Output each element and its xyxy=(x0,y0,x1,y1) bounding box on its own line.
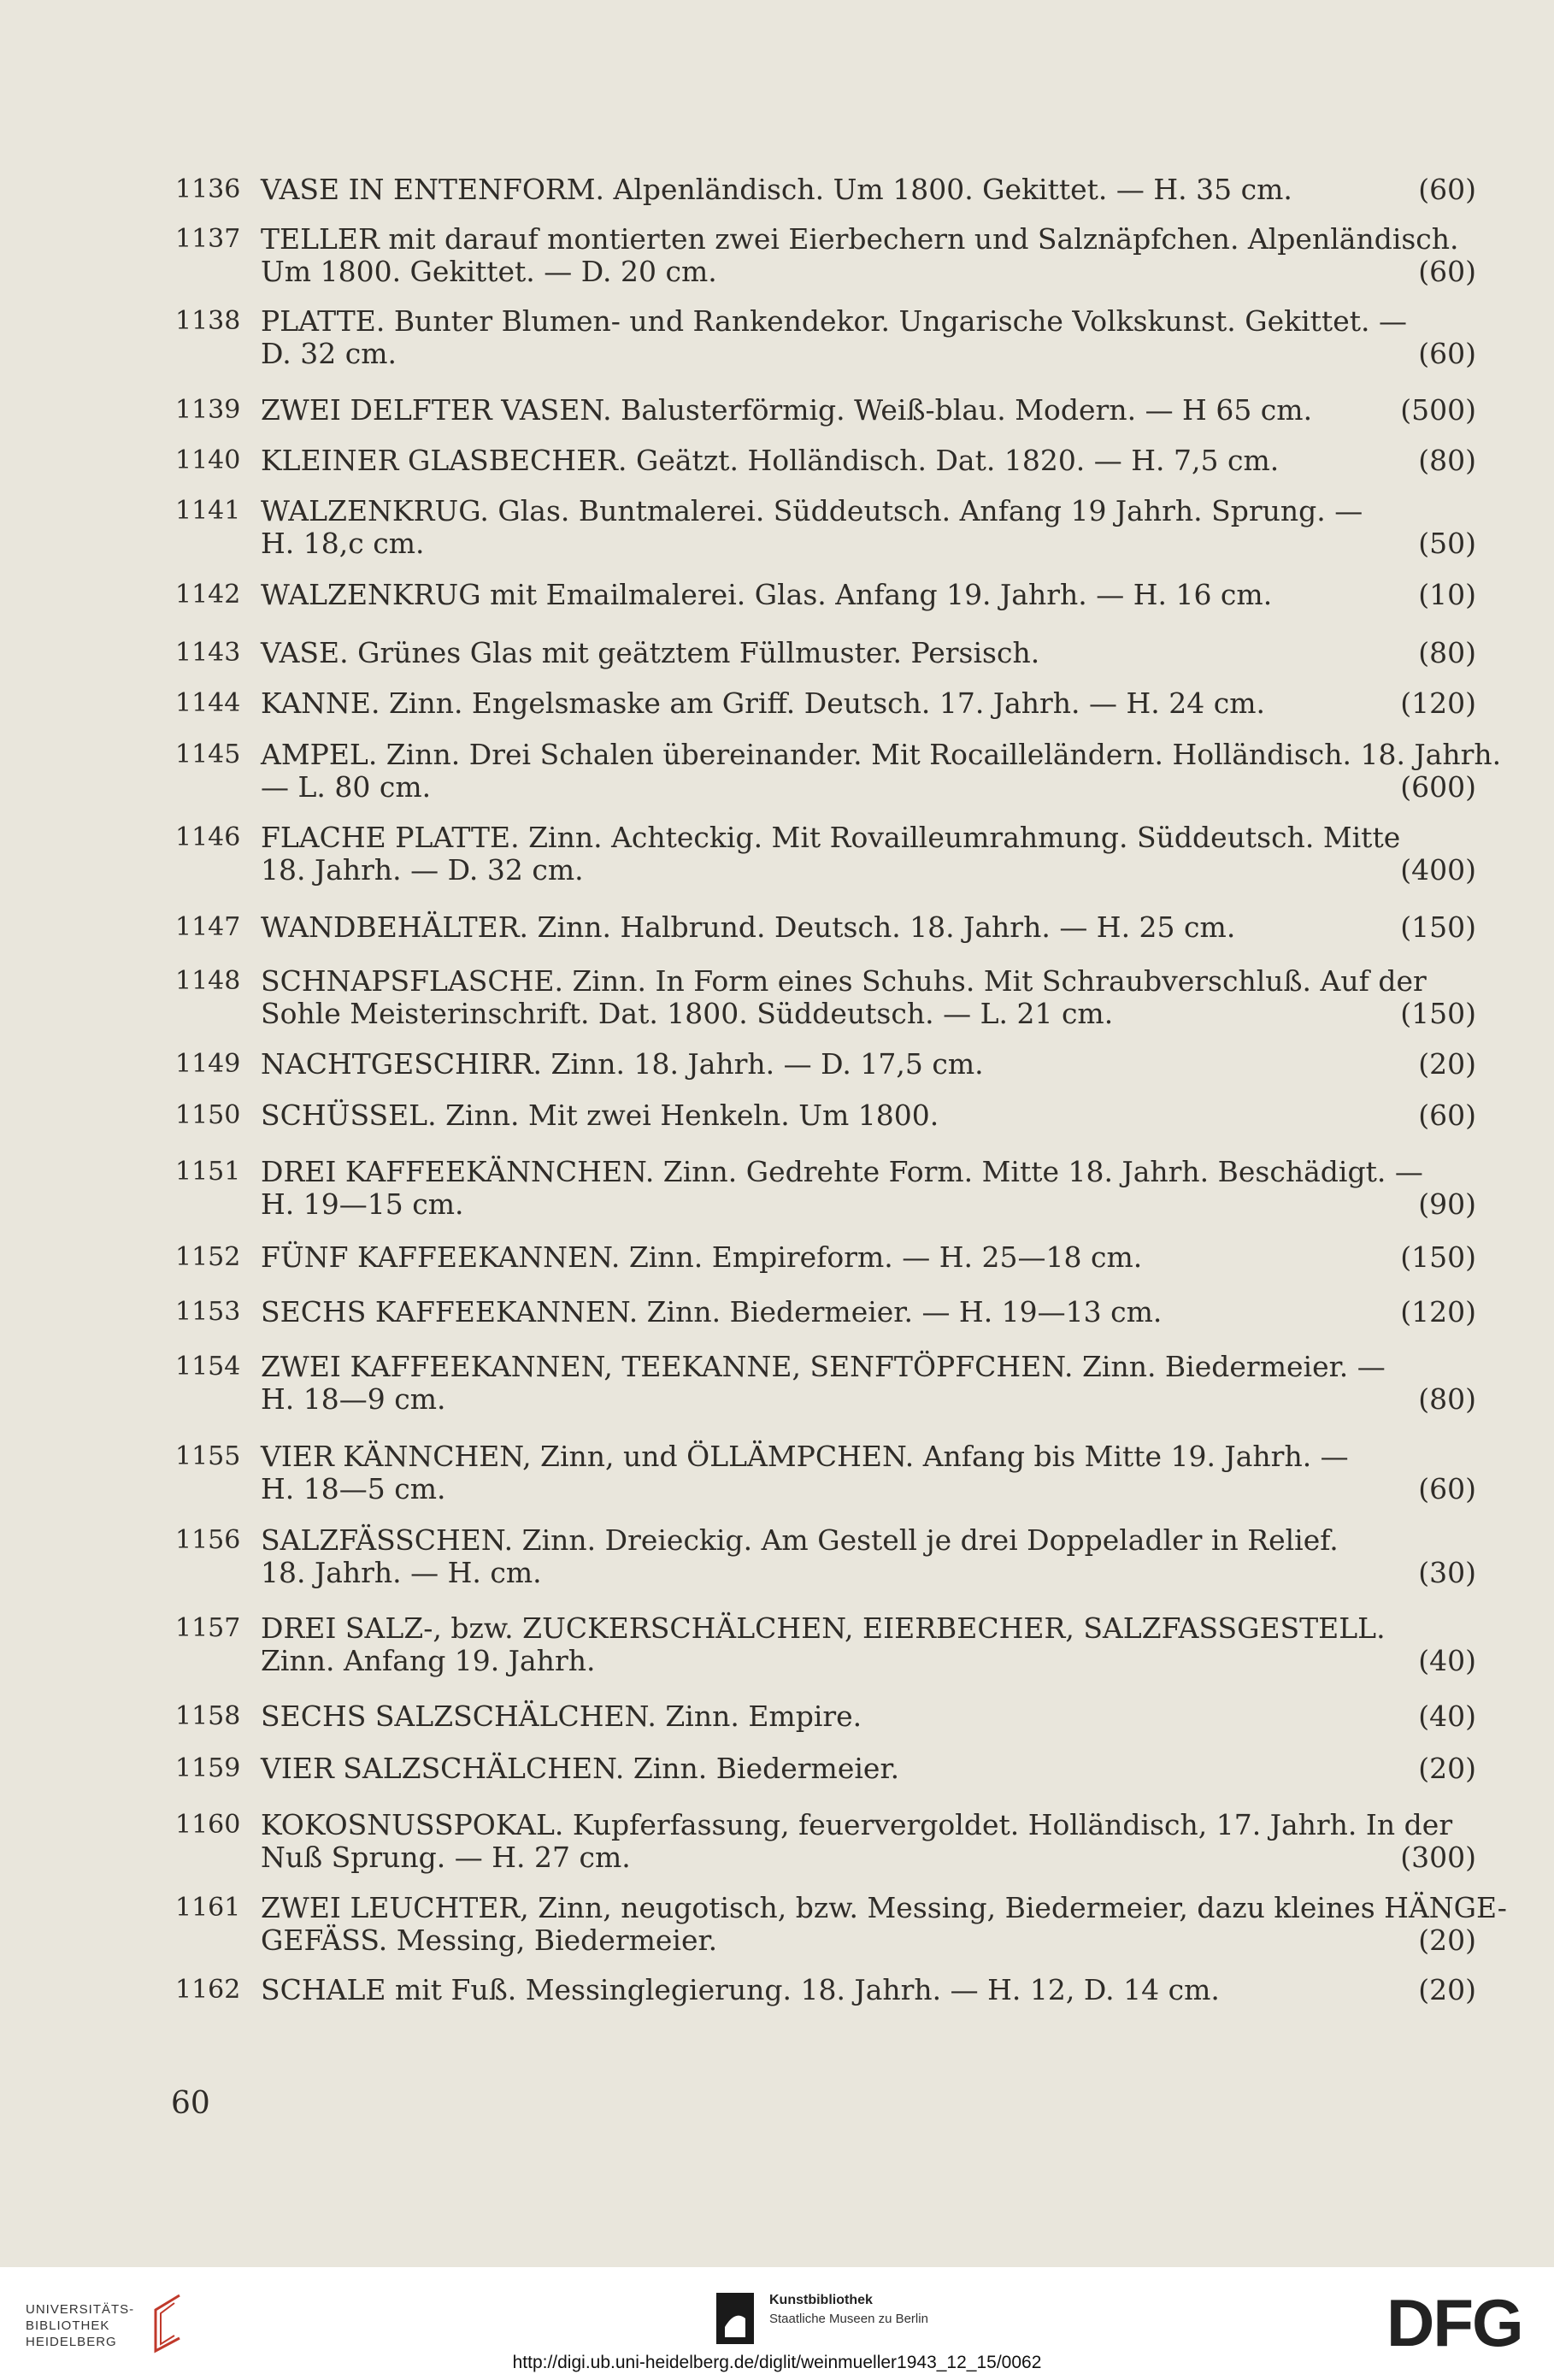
entry-line: GEFÄSS. Messing, Biedermeier. xyxy=(261,1923,718,1957)
entry-line: ZWEI DELFTER VASEN. Balusterförmig. Weiß-blau. Modern. — H 65 cm. xyxy=(261,393,1313,427)
entry-line: VIER KÄNNCHEN, Zinn, und ÖLLÄMPCHEN. Anfang bis Mitte 19. Jahrh. — xyxy=(261,1440,1349,1473)
entry-line: KOKOSNUSSPOKAL. Kupferfassung, feuervergoldet. Holländisch, 17. Jahrh. In der xyxy=(261,1808,1453,1841)
lot-number: 1146 xyxy=(175,822,241,852)
lot-number: 1145 xyxy=(175,739,241,769)
kunstbibliothek-title: Kunstbibliothek xyxy=(769,2293,873,2307)
estimate-price: (20) xyxy=(1418,1047,1476,1081)
entry-line: NACHTGESCHIRR. Zinn. 18. Jahrh. — D. 17,5 cm. xyxy=(261,1047,984,1081)
estimate-price: (150) xyxy=(1400,997,1476,1030)
lot-number: 1144 xyxy=(175,688,241,718)
estimate-price: (120) xyxy=(1400,1295,1476,1328)
entry-line: KLEINER GLASBECHER. Geätzt. Holländisch. Dat. 1820. — H. 7,5 cm. xyxy=(261,444,1280,477)
estimate-price: (60) xyxy=(1418,173,1476,206)
entry-text xyxy=(261,1700,1466,1733)
entry-line: H. 19—15 cm. xyxy=(261,1187,464,1221)
lot-number: 1154 xyxy=(175,1352,241,1381)
lot-number: 1142 xyxy=(175,580,241,610)
entry-line: ZWEI LEUCHTER, Zinn, neugotisch, bzw. Messing, Biedermeier, dazu kleines HÄNGE- xyxy=(261,1891,1507,1924)
university-line: BIBLIOTHEK xyxy=(26,2318,110,2333)
lot-number: 1141 xyxy=(175,496,241,526)
entry-line: Um 1800. Gekittet. — D. 20 cm. xyxy=(261,255,717,288)
lot-number: 1149 xyxy=(175,1049,241,1079)
lot-number: 1147 xyxy=(175,912,241,942)
entry-line: D. 32 cm. xyxy=(261,337,397,370)
entry-text xyxy=(261,445,1466,477)
estimate-price: (20) xyxy=(1418,1973,1476,2006)
entry-text xyxy=(261,495,1466,560)
entry-line: VIER SALZSCHÄLCHEN. Zinn. Biedermeier. xyxy=(261,1752,900,1785)
kunstbibliothek-logo-icon xyxy=(716,2293,754,2344)
university-logo-icon xyxy=(145,2291,188,2359)
entry-line: SCHÜSSEL. Zinn. Mit zwei Henkeln. Um 1800. xyxy=(261,1099,939,1132)
entry-line: WALZENKRUG mit Emailmalerei. Glas. Anfang 19. Jahrh. — H. 16 cm. xyxy=(261,578,1273,611)
footer-bar xyxy=(0,2267,1554,2380)
estimate-price: (150) xyxy=(1400,910,1476,944)
estimate-price: (80) xyxy=(1418,1382,1476,1416)
entry-text xyxy=(261,1156,1466,1221)
entry-text xyxy=(261,1048,1466,1081)
entry-text xyxy=(261,1241,1466,1274)
entry-line: WALZENKRUG. Glas. Buntmalerei. Süddeutsch. Anfang 19 Jahrh. Sprung. — xyxy=(261,494,1363,527)
entry-line: DREI KAFFEEKÄNNCHEN. Zinn. Gedrehte Form. Mitte 18. Jahrh. Beschädigt. — xyxy=(261,1155,1423,1188)
entry-line: FLACHE PLATTE. Zinn. Achteckig. Mit Rovailleumrahmung. Süddeutsch. Mitte xyxy=(261,821,1401,854)
estimate-price: (60) xyxy=(1418,255,1476,288)
entry-line: 18. Jahrh. — H. cm. xyxy=(261,1556,542,1589)
university-line: UNIVERSITÄTS- xyxy=(26,2302,135,2317)
entry-text xyxy=(261,394,1466,427)
entry-text xyxy=(261,1891,1507,1957)
entry-line: H. 18,c cm. xyxy=(261,527,425,560)
estimate-price: (80) xyxy=(1418,636,1476,669)
entry-text xyxy=(261,1809,1466,1874)
lot-number: 1155 xyxy=(175,1441,241,1471)
lot-number: 1137 xyxy=(175,224,241,254)
entry-line: SECHS KAFFEEKANNEN. Zinn. Biedermeier. — H. 19—13 cm. xyxy=(261,1295,1163,1328)
entry-line: VASE IN ENTENFORM. Alpenländisch. Um 1800. Gekittet. — H. 35 cm. xyxy=(261,173,1292,206)
entry-line: 18. Jahrh. — D. 32 cm. xyxy=(261,853,584,887)
lot-number: 1160 xyxy=(175,1810,241,1840)
page-number: 60 xyxy=(171,2086,210,2121)
entry-text xyxy=(261,223,1466,288)
entry-text xyxy=(261,637,1466,669)
entry-text xyxy=(261,822,1466,887)
kunstbibliothek-subtitle: Staatliche Museen zu Berlin xyxy=(769,2312,928,2326)
lot-number: 1148 xyxy=(175,966,241,996)
estimate-price: (50) xyxy=(1418,527,1476,560)
entry-line: WANDBEHÄLTER. Zinn. Halbrund. Deutsch. 18. Jahrh. — H. 25 cm. xyxy=(261,910,1236,944)
entry-text xyxy=(261,1753,1466,1785)
entry-line: H. 18—9 cm. xyxy=(261,1382,446,1416)
estimate-price: (40) xyxy=(1418,1700,1476,1733)
estimate-price: (600) xyxy=(1400,770,1476,804)
entry-line: Nuß Sprung. — H. 27 cm. xyxy=(261,1841,631,1874)
lot-number: 1152 xyxy=(175,1242,241,1272)
entry-text xyxy=(261,1099,1466,1132)
entry-text xyxy=(261,1351,1466,1416)
estimate-price: (20) xyxy=(1418,1923,1476,1957)
estimate-price: (20) xyxy=(1418,1752,1476,1785)
university-library-label xyxy=(26,2301,134,2350)
estimate-price: (400) xyxy=(1400,853,1476,887)
dfg-logo: DFG xyxy=(1386,2285,1522,2360)
estimate-price: (300) xyxy=(1400,1841,1476,1874)
estimate-price: (500) xyxy=(1400,393,1476,427)
estimate-price: (30) xyxy=(1418,1556,1476,1589)
estimate-price: (120) xyxy=(1400,686,1476,720)
entry-line: TELLER mit darauf montierten zwei Eierbechern und Salznäpfchen. Alpenländisch. xyxy=(261,222,1459,256)
entry-line: SCHALE mit Fuß. Messinglegierung. 18. Jahrh. — H. 12, D. 14 cm. xyxy=(261,1973,1220,2006)
entry-text xyxy=(261,579,1466,611)
estimate-price: (60) xyxy=(1418,1099,1476,1132)
lot-number: 1162 xyxy=(175,1975,241,2005)
lot-number: 1136 xyxy=(175,174,241,204)
lot-number: 1159 xyxy=(175,1753,241,1783)
estimate-price: (60) xyxy=(1418,1472,1476,1505)
lot-number: 1143 xyxy=(175,638,241,668)
lot-number: 1150 xyxy=(175,1100,241,1130)
university-line: HEIDELBERG xyxy=(26,2335,117,2349)
entry-text xyxy=(261,687,1466,720)
entry-line: KANNE. Zinn. Engelsmaske am Griff. Deutsch. 17. Jahrh. — H. 24 cm. xyxy=(261,686,1266,720)
lot-number: 1156 xyxy=(175,1525,241,1555)
entry-text xyxy=(261,1524,1466,1589)
source-url[interactable]: http://digi.ub.uni-heidelberg.de/diglit/weinmueller1943_12_15/0062 xyxy=(512,2353,1042,2372)
entry-line: H. 18—5 cm. xyxy=(261,1472,446,1505)
lot-number: 1140 xyxy=(175,445,241,475)
lot-number: 1153 xyxy=(175,1297,241,1327)
estimate-price: (40) xyxy=(1418,1644,1476,1677)
lot-number: 1151 xyxy=(175,1157,241,1187)
lot-number: 1158 xyxy=(175,1701,241,1731)
entry-text xyxy=(261,174,1466,206)
entry-line: SCHNAPSFLASCHE. Zinn. In Form eines Schuhs. Mit Schraubverschluß. Auf der xyxy=(261,964,1427,998)
entry-text xyxy=(261,1974,1466,2006)
entry-text xyxy=(261,965,1466,1030)
entry-line: VASE. Grünes Glas mit geätztem Füllmuster. Persisch. xyxy=(261,636,1040,669)
entry-line: — L. 80 cm. xyxy=(261,770,432,804)
entry-line: SALZFÄSSCHEN. Zinn. Dreieckig. Am Gestell je drei Doppeladler in Relief. xyxy=(261,1523,1339,1557)
entry-line: FÜNF KAFFEEKANNEN. Zinn. Empireform. — H. 25—18 cm. xyxy=(261,1240,1143,1274)
estimate-price: (10) xyxy=(1418,578,1476,611)
entry-line: PLATTE. Bunter Blumen- und Rankendekor. Ungarische Volkskunst. Gekittet. — xyxy=(261,304,1407,338)
entry-text xyxy=(261,1296,1466,1328)
entry-line: ZWEI KAFFEEKANNEN, TEEKANNE, SENFTÖPFCHEN. Zinn. Biedermeier. — xyxy=(261,1350,1386,1383)
estimate-price: (90) xyxy=(1418,1187,1476,1221)
lot-number: 1139 xyxy=(175,395,241,425)
entry-line: SECHS SALZSCHÄLCHEN. Zinn. Empire. xyxy=(261,1700,862,1733)
estimate-price: (80) xyxy=(1418,444,1476,477)
estimate-price: (60) xyxy=(1418,337,1476,370)
entry-text xyxy=(261,911,1466,944)
lot-number: 1157 xyxy=(175,1613,241,1643)
lot-number: 1161 xyxy=(175,1893,241,1923)
entry-text xyxy=(261,305,1466,370)
entry-line: DREI SALZ-, bzw. ZUCKERSCHÄLCHEN, EIERBECHER, SALZFASSGESTELL. xyxy=(261,1611,1386,1645)
entry-text xyxy=(261,1612,1466,1677)
entry-line: Zinn. Anfang 19. Jahrh. xyxy=(261,1644,596,1677)
estimate-price: (150) xyxy=(1400,1240,1476,1274)
entry-text xyxy=(261,1440,1466,1505)
entry-line: Sohle Meisterinschrift. Dat. 1800. Süddeutsch. — L. 21 cm. xyxy=(261,997,1114,1030)
entry-text xyxy=(261,738,1502,804)
entry-line: AMPEL. Zinn. Drei Schalen übereinander. Mit Rocailleländern. Holländisch. 18. Jahrh. xyxy=(261,738,1502,771)
lot-number: 1138 xyxy=(175,306,241,336)
